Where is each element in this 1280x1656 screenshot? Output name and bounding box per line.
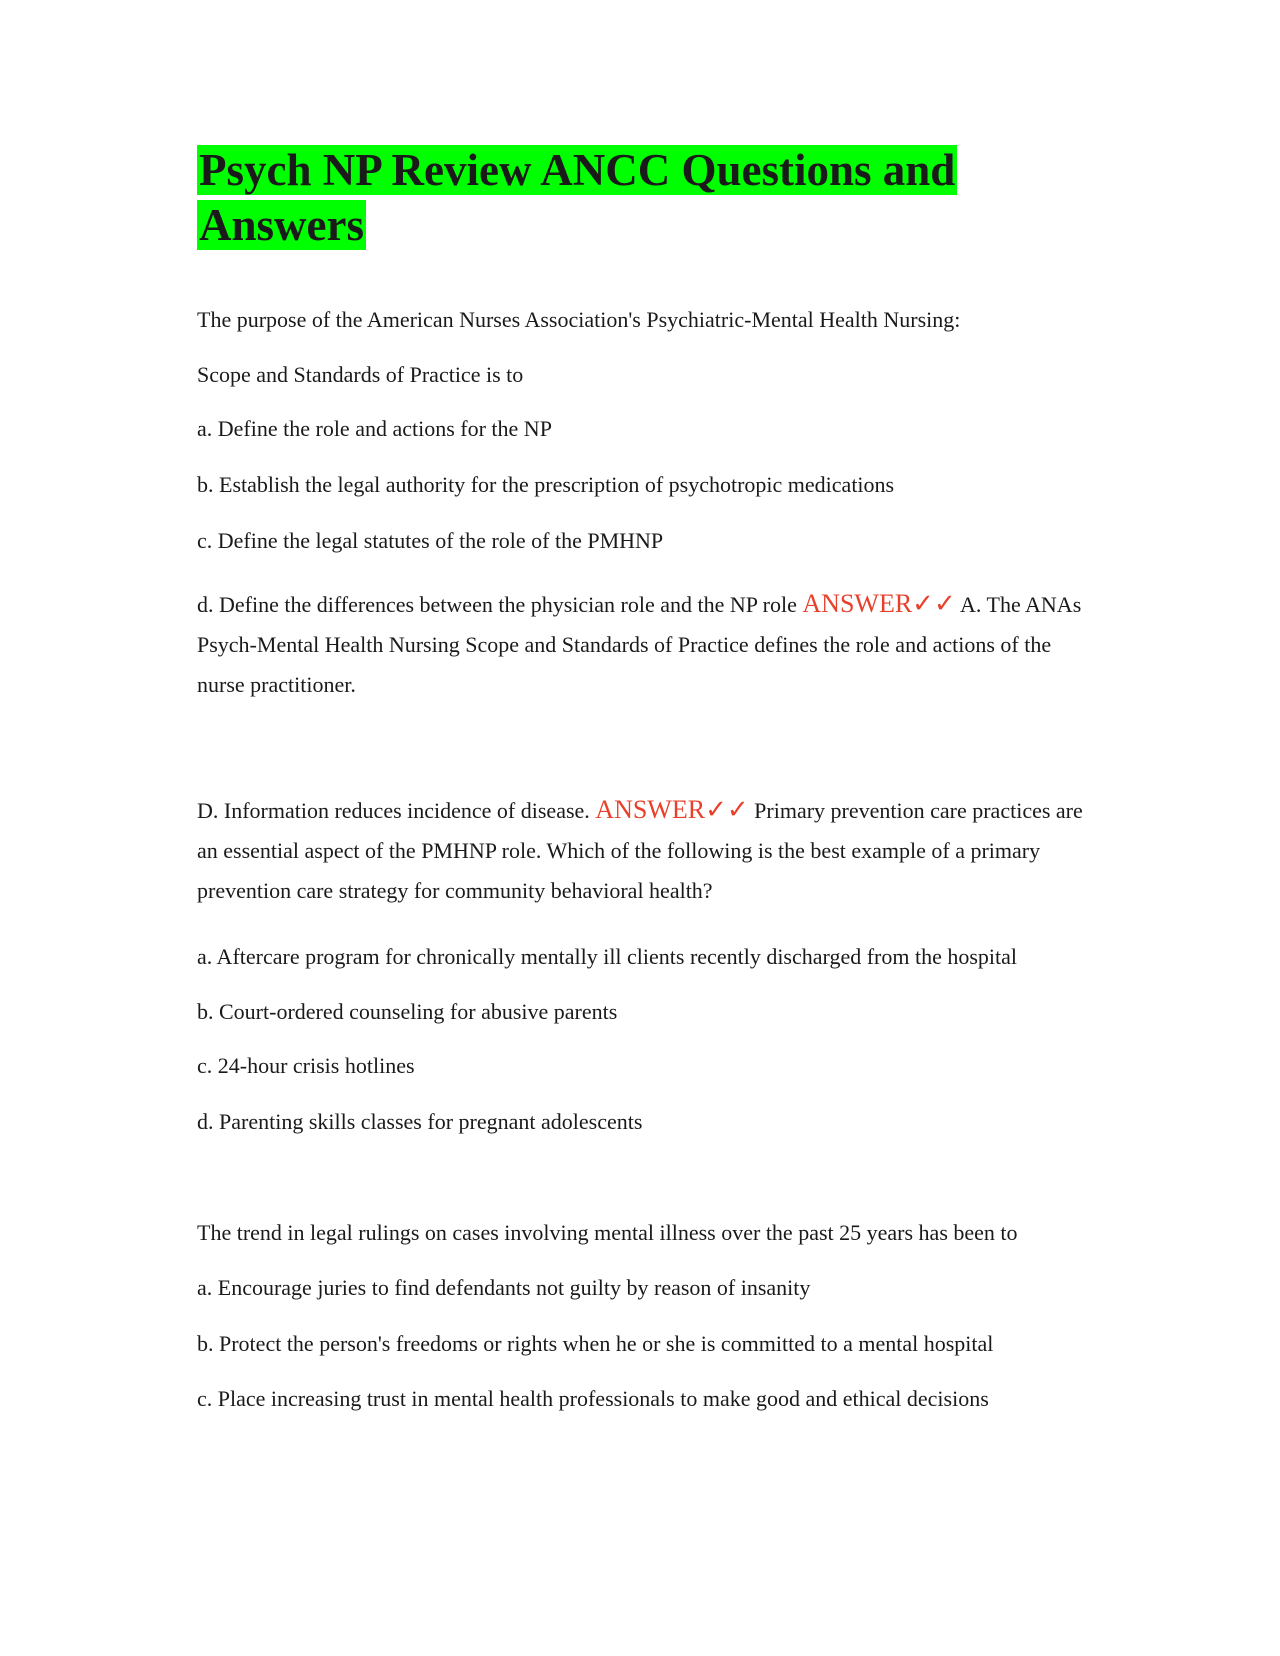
q3-stem: The trend in legal rulings on cases involving mental illness over the past 25 years has been to xyxy=(197,1220,1018,1245)
q1-answer-text: A. The ANAs Psych-Mental Health Nursing Scope and Standards of Practice defines the role and actions of the nurse practitioner. xyxy=(197,592,1082,697)
q2-option-d: d. Parenting skills classes for pregnant adolescents xyxy=(197,1109,643,1134)
q2-option-a: a. Aftercare program for chronically mentally ill clients recently discharged from the hospital xyxy=(197,944,1018,969)
q2-lead: D. Information reduces incidence of disease. xyxy=(197,798,590,823)
q1-option-a: a. Define the role and actions for the NP xyxy=(197,416,552,441)
q2-option-c: c. 24-hour crisis hotlines xyxy=(197,1053,415,1078)
q3-option-c: c. Place increasing trust in mental health professionals to make good and ethical decisions xyxy=(197,1386,989,1411)
q3-option-a: a. Encourage juries to find defendants not guilty by reason of insanity xyxy=(197,1275,811,1300)
q1-answer-paragraph xyxy=(197,584,1087,705)
title-highlight: Psych NP Review ANCC Questions and Answers xyxy=(199,145,956,250)
q2-answer-paragraph xyxy=(197,790,1087,911)
q2-answer-tag: ANSWER✓✓ xyxy=(595,795,749,824)
q1-option-b: b. Establish the legal authority for the prescription of psychotropic medications xyxy=(197,472,895,497)
document-title xyxy=(197,143,997,253)
q1-stem-line2: Scope and Standards of Practice is to xyxy=(197,362,524,387)
q1-stem-line1: The purpose of the American Nurses Association's Psychiatric-Mental Health Nursing: xyxy=(197,307,961,332)
q1-option-d: d. Define the differences between the physician role and the NP role xyxy=(197,592,797,617)
q2-option-b: b. Court-ordered counseling for abusive parents xyxy=(197,999,618,1024)
q3-option-b: b. Protect the person's freedoms or rights when he or she is committed to a mental hospital xyxy=(197,1331,994,1356)
title-block xyxy=(197,143,997,253)
q1-option-c: c. Define the legal statutes of the role of the PMHNP xyxy=(197,528,664,553)
q1-answer-tag: ANSWER✓✓ xyxy=(802,589,956,618)
q2-stem: Primary prevention care practices are an essential aspect of the PMHNP role. Which of the following is the best example of a primary prevention care strategy for community behavioral health? xyxy=(197,798,1083,903)
